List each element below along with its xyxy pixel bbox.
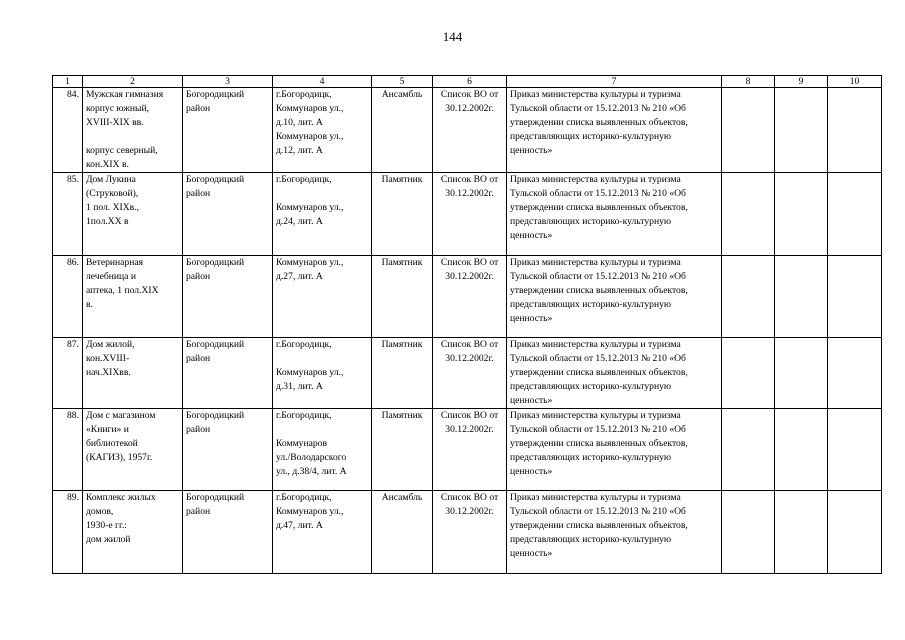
column-header: 10 <box>828 76 882 88</box>
empty-cell-col8 <box>722 173 775 256</box>
address-line: д.12, лит. А <box>276 145 323 156</box>
empty-cell-col8 <box>722 88 775 173</box>
order-reference-line: представляющих историко-культурную <box>510 216 672 227</box>
object-name-cell <box>83 173 183 256</box>
object-name-cell <box>83 409 183 491</box>
address-line: ул./Володарского <box>276 452 347 463</box>
order-reference-cell <box>507 256 722 338</box>
object-name-line: Дом жилой, <box>86 339 135 350</box>
order-reference-line: Приказ министерства культуры и туризма <box>510 89 681 100</box>
order-reference-line: представляющих историко-культурную <box>510 299 672 310</box>
address-line: г.Богородицк, <box>276 410 332 421</box>
object-name-line: аптека, 1 пол.XIX <box>86 285 159 296</box>
order-reference-line: утверждении списка выявленных объектов, <box>510 367 688 378</box>
order-reference-line: представляющих историко-культурную <box>510 452 672 463</box>
empty-cell-col10 <box>828 173 882 256</box>
object-name-line: (Струковой), <box>86 188 139 199</box>
order-reference-line: Тульской области от 15.12.2013 № 210 «Об <box>510 424 686 435</box>
object-type: Ансамбль <box>381 89 423 100</box>
address-cell <box>273 409 372 491</box>
address-line: д.10, лит. А <box>276 117 323 128</box>
district-line: район <box>186 271 211 282</box>
district-cell <box>183 88 273 173</box>
address-line: Коммунаров ул., <box>276 367 344 378</box>
object-name-line: «Книги» и <box>86 424 129 435</box>
list-reference-cell <box>433 173 507 256</box>
order-reference-line: ценность» <box>510 145 553 156</box>
address-line <box>276 352 368 366</box>
object-name-line: Мужская гимназия <box>86 89 164 100</box>
district-line: Богородицкий <box>186 257 245 268</box>
list-reference-line: Список ВО от <box>440 492 499 503</box>
object-name-line: XVIII-XIX вв. <box>86 117 144 128</box>
object-type-cell <box>372 88 433 173</box>
order-reference-line: Тульской области от 15.12.2013 № 210 «Об <box>510 271 686 282</box>
object-name-line: кон.XIX в. <box>86 159 129 170</box>
address-line: Коммунаров ул., <box>276 202 344 213</box>
list-reference-cell <box>433 256 507 338</box>
address-line: г.Богородицк, <box>276 174 332 185</box>
object-name-line: 1пол.XX в <box>86 216 129 227</box>
district-line: Богородицкий <box>186 492 245 503</box>
order-reference-line: ценность» <box>510 395 553 406</box>
district-line: район <box>186 506 211 517</box>
object-name-line: 1 пол. XIXв., <box>86 202 139 213</box>
empty-cell-col9 <box>775 256 828 338</box>
district-line: район <box>186 188 211 199</box>
object-name-cell <box>83 338 183 409</box>
object-name-line: (КАГИЗ), 1957г. <box>86 452 153 463</box>
order-reference-line: утверждении списка выявленных объектов, <box>510 285 688 296</box>
list-reference-line: Список ВО от <box>440 257 499 268</box>
column-header: 9 <box>775 76 828 88</box>
empty-cell-col10 <box>828 491 882 574</box>
column-header: 2 <box>83 76 183 88</box>
object-name-cell <box>83 256 183 338</box>
list-reference-line: 30.12.2002г. <box>445 353 494 364</box>
column-header: 8 <box>722 76 775 88</box>
object-name-line: Комплекс жилых <box>86 492 156 503</box>
empty-cell-col8 <box>722 491 775 574</box>
order-reference-line: утверждении списка выявленных объектов, <box>510 117 688 128</box>
table-row <box>53 173 882 256</box>
row-number-cell <box>53 409 83 491</box>
object-type-cell <box>372 256 433 338</box>
object-type: Памятник <box>381 339 423 350</box>
order-reference-cell <box>507 88 722 173</box>
order-reference-line: Приказ министерства культуры и туризма <box>510 257 681 268</box>
district-line: Богородицкий <box>186 410 245 421</box>
address-line <box>276 187 368 201</box>
order-reference-line: представляющих историко-культурную <box>510 381 672 392</box>
district-cell <box>183 173 273 256</box>
order-reference-cell <box>507 491 722 574</box>
empty-cell-col10 <box>828 409 882 491</box>
district-cell <box>183 338 273 409</box>
address-cell <box>273 88 372 173</box>
object-name-line: кон.XVIII- <box>86 353 130 364</box>
list-reference-line: 30.12.2002г. <box>445 188 494 199</box>
district-line: район <box>186 353 211 364</box>
list-reference-line: Список ВО от <box>440 410 499 421</box>
object-name-line: корпус южный, <box>86 103 150 114</box>
row-number-cell <box>53 88 83 173</box>
list-reference-cell <box>433 338 507 409</box>
object-type-cell <box>372 409 433 491</box>
column-header: 5 <box>372 76 433 88</box>
district-cell <box>183 491 273 574</box>
address-line <box>276 423 368 437</box>
address-line: г.Богородицк, <box>276 89 332 100</box>
table-row <box>53 338 882 409</box>
object-name-line: 1930-е гг.: <box>86 520 127 531</box>
empty-cell-col8 <box>722 338 775 409</box>
address-cell <box>273 338 372 409</box>
row-number-cell <box>53 256 83 338</box>
column-number-row <box>53 76 882 88</box>
row-number-cell <box>53 173 83 256</box>
address-line: ул., д.38/4, лит. А <box>276 466 347 477</box>
empty-cell-col9 <box>775 409 828 491</box>
object-name-line: корпус северный, <box>86 145 158 156</box>
table-row <box>53 491 882 574</box>
list-reference-line: 30.12.2002г. <box>445 271 494 282</box>
table-row <box>53 88 882 173</box>
object-name-line <box>86 130 179 144</box>
object-name-line: домов, <box>86 506 114 517</box>
object-type: Ансамбль <box>381 492 423 503</box>
heritage-register-table <box>52 75 882 574</box>
district-line: район <box>186 424 211 435</box>
object-type-cell <box>372 491 433 574</box>
row-number: 88. <box>67 410 79 421</box>
order-reference-line: Тульской области от 15.12.2013 № 210 «Об <box>510 188 686 199</box>
table-row <box>53 256 882 338</box>
district-cell <box>183 256 273 338</box>
address-cell <box>273 491 372 574</box>
address-line: Коммунаров ул., <box>276 506 344 517</box>
address-line: Коммунаров ул., <box>276 131 344 142</box>
empty-cell-col10 <box>828 338 882 409</box>
order-reference-line: Приказ министерства культуры и туризма <box>510 174 681 185</box>
table-row <box>53 409 882 491</box>
list-reference-line: 30.12.2002г. <box>445 103 494 114</box>
order-reference-line: утверждении списка выявленных объектов, <box>510 520 688 531</box>
object-name-line: Дом с магазином <box>86 410 156 421</box>
row-number: 85. <box>67 174 79 185</box>
object-name-line: Ветеринарная <box>86 257 144 268</box>
object-type-cell <box>372 338 433 409</box>
order-reference-line: ценность» <box>510 466 553 477</box>
list-reference-line: 30.12.2002г. <box>445 424 494 435</box>
district-line: Богородицкий <box>186 174 245 185</box>
object-type: Памятник <box>381 174 423 185</box>
order-reference-cell <box>507 409 722 491</box>
empty-cell-col10 <box>828 256 882 338</box>
object-name-line: библиотекой <box>86 438 138 449</box>
address-cell <box>273 173 372 256</box>
district-cell <box>183 409 273 491</box>
address-line: д.31, лит. А <box>276 381 323 392</box>
order-reference-line: Тульской области от 15.12.2013 № 210 «Об <box>510 103 686 114</box>
order-reference-line: утверждении списка выявленных объектов, <box>510 438 688 449</box>
district-line: Богородицкий <box>186 339 245 350</box>
object-name-cell <box>83 88 183 173</box>
list-reference-cell <box>433 88 507 173</box>
object-type-cell <box>372 173 433 256</box>
order-reference-line: представляющих историко-культурную <box>510 534 672 545</box>
object-type: Памятник <box>381 410 423 421</box>
empty-cell-col8 <box>722 409 775 491</box>
object-name-line: лечебница и <box>86 271 136 282</box>
row-number: 84. <box>67 89 79 100</box>
order-reference-cell <box>507 338 722 409</box>
order-reference-line: Приказ министерства культуры и туризма <box>510 410 681 421</box>
object-name-line: дом жилой <box>86 534 131 545</box>
column-header: 7 <box>507 76 722 88</box>
order-reference-cell <box>507 173 722 256</box>
address-line: д.47, лит. А <box>276 520 323 531</box>
order-reference-line: представляющих историко-культурную <box>510 131 672 142</box>
order-reference-line: Тульской области от 15.12.2013 № 210 «Об <box>510 353 686 364</box>
row-number: 89. <box>67 492 79 503</box>
address-line: Коммунаров <box>276 438 327 449</box>
list-reference-line: Список ВО от <box>440 174 499 185</box>
order-reference-line: Тульской области от 15.12.2013 № 210 «Об <box>510 506 686 517</box>
column-header: 4 <box>273 76 372 88</box>
list-reference-line: Список ВО от <box>440 89 499 100</box>
empty-cell-col10 <box>828 88 882 173</box>
row-number-cell <box>53 338 83 409</box>
object-name-line: нач.XIXвв. <box>86 367 131 378</box>
order-reference-line: утверждении списка выявленных объектов, <box>510 202 688 213</box>
list-reference-cell <box>433 491 507 574</box>
order-reference-line: Приказ министерства культуры и туризма <box>510 492 681 503</box>
address-line: г.Богородицк, <box>276 492 332 503</box>
row-number: 86. <box>67 257 79 268</box>
row-number-cell <box>53 491 83 574</box>
list-reference-line: Список ВО от <box>440 339 499 350</box>
empty-cell-col9 <box>775 88 828 173</box>
district-line: район <box>186 103 211 114</box>
column-header: 3 <box>183 76 273 88</box>
empty-cell-col8 <box>722 256 775 338</box>
object-type: Памятник <box>381 257 423 268</box>
address-line: д.27, лит. А <box>276 271 323 282</box>
order-reference-line: Приказ министерства культуры и туризма <box>510 339 681 350</box>
address-cell <box>273 256 372 338</box>
address-line: Коммунаров ул., <box>276 257 344 268</box>
address-line: д.24, лит. А <box>276 216 323 227</box>
object-name-line: Дом Лукина <box>86 174 136 185</box>
object-name-cell <box>83 491 183 574</box>
column-header: 1 <box>53 76 83 88</box>
empty-cell-col9 <box>775 173 828 256</box>
order-reference-line: ценность» <box>510 313 553 324</box>
object-name-line: в. <box>86 299 93 310</box>
empty-cell-col9 <box>775 338 828 409</box>
list-reference-line: 30.12.2002г. <box>445 506 494 517</box>
list-reference-cell <box>433 409 507 491</box>
row-number: 87. <box>67 339 79 350</box>
empty-cell-col9 <box>775 491 828 574</box>
address-line: г.Богородицк, <box>276 339 332 350</box>
address-line: Коммунаров ул., <box>276 103 344 114</box>
column-header: 6 <box>433 76 507 88</box>
order-reference-line: ценность» <box>510 230 553 241</box>
order-reference-line: ценность» <box>510 548 553 559</box>
district-line: Богородицкий <box>186 89 245 100</box>
page-number: 144 <box>442 29 463 44</box>
